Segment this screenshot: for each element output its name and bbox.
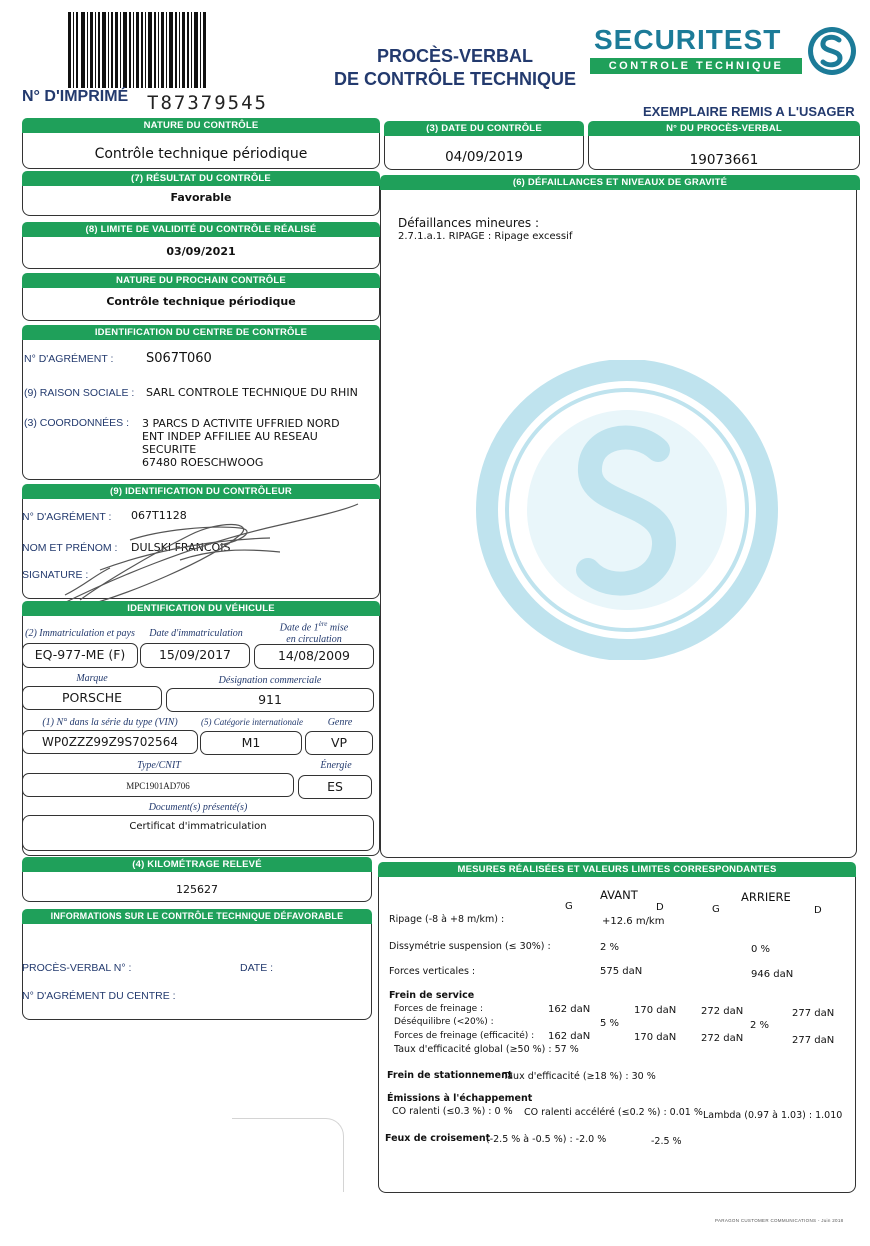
taux-global: Taux d'efficacité global (≥50 %) : 57 % (394, 1044, 579, 1055)
defaillances-item: 2.7.1.a.1. RIPAGE : Ripage excessif (398, 231, 573, 242)
forces-freinage-label: Forces de freinage : (394, 1004, 484, 1014)
ripage-value: +12.6 m/km (602, 916, 665, 927)
col-g-arriere: G (712, 904, 720, 915)
ff-ar-g: 272 daN (701, 1006, 744, 1017)
mise-label-2: en circulation (286, 634, 342, 646)
mise-circulation-field: 14/08/2009 (254, 644, 374, 669)
col-d-arriere: D (814, 905, 822, 916)
vehicule-header: IDENTIFICATION DU VÉHICULE (22, 601, 380, 616)
stationnement-label: Frein de stationnement (387, 1070, 513, 1081)
controleur-nom-value: DULSKI FRANCOIS (131, 541, 231, 554)
genre-label: Genre (327, 717, 353, 728)
stamp-mark (232, 1118, 344, 1192)
immat-field: EQ-977-ME (F) (22, 643, 138, 668)
date-controle-value: 04/09/2019 (445, 149, 523, 165)
nature-header: NATURE DU CONTRÔLE (22, 118, 380, 133)
deseq-ar: 2 % (750, 1020, 770, 1031)
mesures-header: MESURES RÉALISÉES ET VALEURS LIMITES CORRESPONDANTES (378, 862, 856, 877)
type-field: MPC1901AD706 (22, 773, 294, 797)
title-line1: PROCÈS-VERBAL (376, 46, 533, 66)
deseq-av: 5 % (600, 1018, 620, 1029)
vin-label: (1) N° dans la série du type (VIN) (42, 717, 178, 728)
vin-field: WP0ZZZ99Z9S702564 (22, 730, 198, 754)
marque-field: PORSCHE (22, 686, 162, 710)
controleur-agrement-label: N° D'AGRÉMENT : (22, 511, 112, 523)
eff-av-g: 162 daN (548, 1031, 591, 1042)
pv-number-header: N° DU PROCÈS-VERBAL (588, 121, 860, 136)
ff-av-d: 170 daN (634, 1005, 677, 1016)
logo-sub: CONTROLE TECHNIQUE (590, 58, 802, 74)
immat-label: (2) Immatriculation et pays (25, 628, 135, 639)
securitest-watermark-icon (470, 360, 785, 660)
lambda: Lambda (0.97 à 1.03) : 1.010 (703, 1110, 843, 1121)
efficacite-label: Forces de freinage (efficacité) : (394, 1031, 535, 1041)
prochain-value: Contrôle technique périodique (106, 295, 296, 308)
avant-header: AVANT (600, 888, 638, 902)
centre-coord-line: ENT INDEP AFFILIEE AU RESEAU (142, 430, 318, 443)
ff-av-g: 162 daN (548, 1004, 591, 1015)
limite-header: (8) LIMITE DE VALIDITÉ DU CONTRÔLE RÉALISÉ (22, 222, 380, 237)
controleur-nom-label: NOM ET PRÉNOM : (22, 542, 118, 554)
eff-ar-g: 272 daN (701, 1033, 744, 1044)
designation-field: 911 (166, 688, 374, 712)
controleur-header: (9) IDENTIFICATION DU CONTRÔLEUR (22, 484, 380, 499)
kilometrage-value: 125627 (176, 883, 218, 896)
col-d-avant: D (656, 902, 664, 913)
resultat-value: Favorable (170, 191, 232, 204)
marque-label: Marque (76, 673, 108, 684)
verticales-ar: 946 daN (751, 969, 794, 980)
feux-value: (-2.5 % à -0.5 %) : -2.0 % (486, 1134, 607, 1145)
nature-value: Contrôle technique périodique (94, 146, 308, 162)
limite-value: 03/09/2021 (166, 245, 236, 258)
document-title (320, 46, 590, 90)
dissymetrie-label: Dissymétrie suspension (≤ 30%) : (389, 941, 551, 952)
centre-coord-line: SECURITE (142, 443, 197, 456)
eff-av-d: 170 daN (634, 1032, 677, 1043)
logo-s-icon (804, 24, 860, 78)
ripage-label: Ripage (-8 à +8 m/km) : (389, 914, 505, 925)
feux-value-2: -2.5 % (651, 1136, 682, 1147)
col-g-avant: G (565, 901, 573, 912)
defavorable-date-label: DATE : (240, 962, 274, 974)
energie-label: Énergie (320, 760, 352, 771)
date-controle-header: (3) DATE DU CONTRÔLE (384, 121, 584, 136)
footer-credit: PARAGON CUSTOMER COMMUNICATIONS - Juin 2018 (715, 1218, 844, 1223)
centre-raison-value: SARL CONTROLE TECHNIQUE DU RHIN (146, 386, 358, 399)
defaillances-title: Défaillances mineures : (398, 216, 539, 230)
frein-service-label: Frein de service (389, 990, 475, 1001)
exemplaire-label: EXEMPLAIRE REMIS A L'USAGER (643, 104, 855, 119)
feux-label: Feux de croisement (385, 1133, 491, 1144)
ff-ar-d: 277 daN (792, 1008, 835, 1019)
energie-field: ES (298, 775, 372, 799)
documents-label: Document(s) présenté(s) (148, 802, 248, 813)
mise-circulation-label (254, 618, 374, 646)
resultat-header: (7) RÉSULTAT DU CONTRÔLE (22, 171, 380, 186)
pv-number-value: 19073661 (689, 152, 759, 168)
type-label: Type/CNIT (137, 760, 181, 771)
centre-coord-line: 67480 ROESCHWOOG (142, 456, 264, 469)
imprime-number: T87379545 (147, 92, 268, 114)
desequilibre-label: Déséquilibre (<20%) : (394, 1017, 494, 1027)
centre-coord-label: (3) COORDONNÉES : (24, 417, 130, 429)
dissymetrie-ar: 0 % (751, 944, 771, 955)
barcode (68, 12, 208, 88)
arriere-header: ARRIERE (741, 890, 791, 904)
defavorable-header: INFORMATIONS SUR LE CONTRÔLE TECHNIQUE DÉFAVORABLE (22, 909, 372, 924)
imprime-label: N° D'IMPRIMÉ (22, 88, 129, 105)
title-line2: DE CONTRÔLE TECHNIQUE (333, 69, 576, 89)
defavorable-agrement-label: N° D'AGRÉMENT DU CENTRE : (22, 990, 176, 1002)
verticales-label: Forces verticales : (389, 966, 476, 977)
co-ralenti: CO ralenti (≤0.3 %) : 0 % (392, 1106, 513, 1117)
centre-raison-label: (9) RAISON SOCIALE : (24, 387, 135, 399)
designation-label: Désignation commerciale (218, 675, 322, 686)
prochain-header: NATURE DU PROCHAIN CONTRÔLE (22, 273, 380, 288)
mise-label-b: mise (327, 622, 349, 634)
emissions-label: Émissions à l'échappement (387, 1093, 533, 1104)
controleur-signature-label: SIGNATURE : (22, 569, 89, 581)
kilometrage-header: (4) KILOMÉTRAGE RELEVÉ (22, 857, 372, 872)
centre-coord-line: 3 PARCS D ACTIVITE UFFRIED NORD (142, 417, 340, 430)
logo-name: SECURITEST (594, 24, 782, 55)
date-immat-field: 15/09/2017 (140, 643, 250, 668)
mise-label-a: Date de 1 (279, 622, 319, 634)
defavorable-pv-label: PROCÈS-VERBAL N° : (22, 962, 132, 974)
eff-ar-d: 277 daN (792, 1035, 835, 1046)
stationnement-value: Taux d'efficacité (≥18 %) : 30 % (503, 1071, 656, 1082)
categorie-field: M1 (200, 731, 302, 755)
dissymetrie-av: 2 % (600, 942, 620, 953)
centre-agrement-value: S067T060 (146, 351, 212, 366)
defaillances-header: (6) DÉFAILLANCES ET NIVEAUX DE GRAVITÉ (380, 175, 860, 190)
documents-value: Certificat d'immatriculation (129, 821, 267, 832)
date-immat-label: Date d'immatriculation (149, 628, 243, 639)
genre-field: VP (305, 731, 373, 755)
co-accelere: CO ralenti accéléré (≤0.2 %) : 0.01 % (524, 1107, 703, 1118)
centre-agrement-label: N° D'AGRÉMENT : (24, 353, 114, 365)
categorie-label: (5) Catégorie internationale (201, 717, 303, 727)
controleur-agrement-value: 067T1128 (131, 509, 187, 522)
verticales-av: 575 daN (600, 966, 643, 977)
mise-label-sup: ère (318, 620, 328, 628)
securitest-logo (590, 24, 860, 80)
centre-header: IDENTIFICATION DU CENTRE DE CONTRÔLE (22, 325, 380, 340)
